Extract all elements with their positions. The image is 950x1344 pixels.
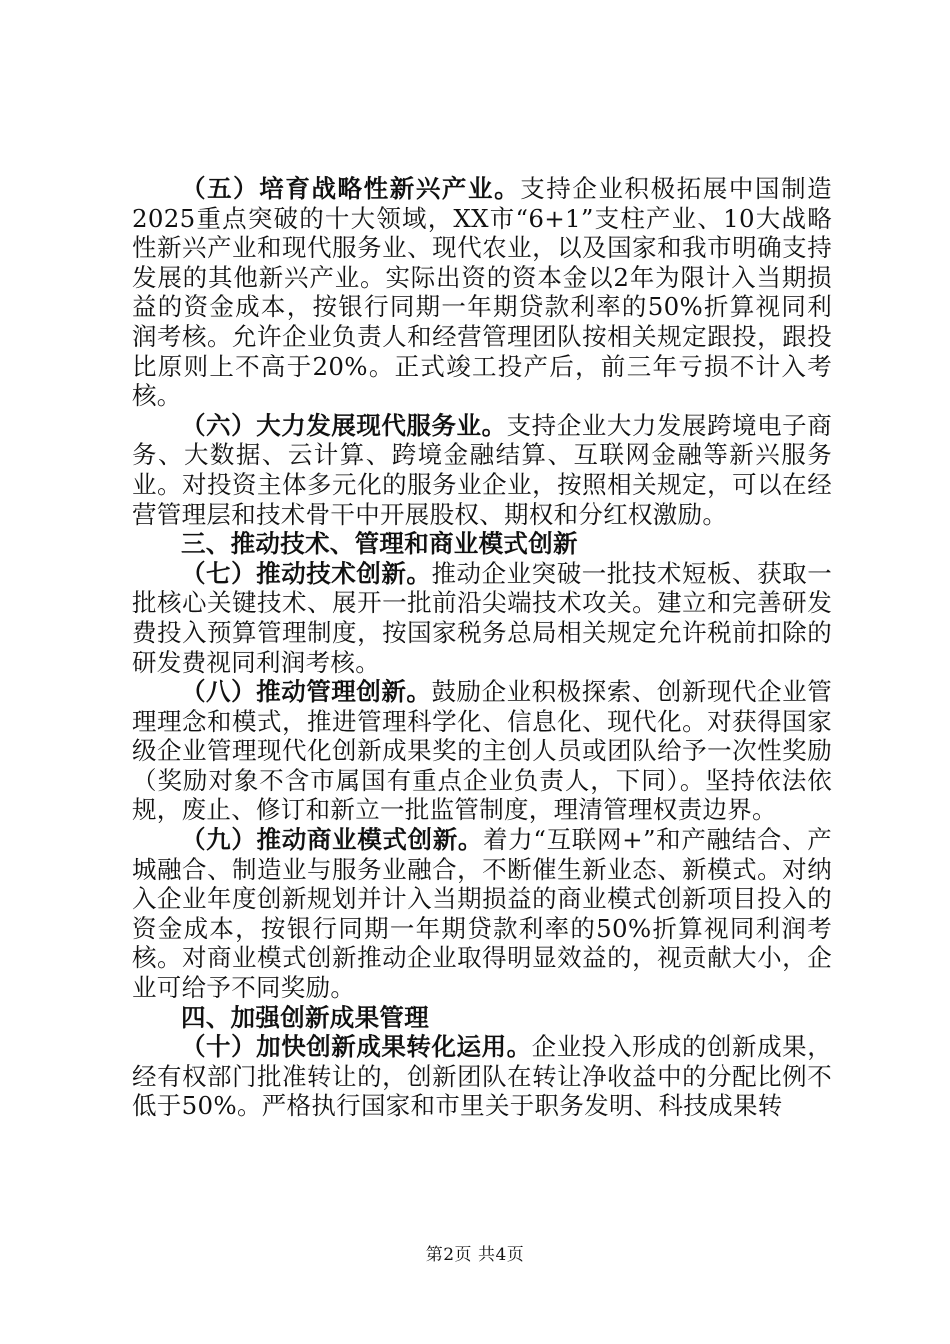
document-body — [132, 174, 832, 1121]
paragraph-text: 企业投入形成的创新成果，经有权部门批准转让的，创新团队在转让净收益中的分配比例不低于50%。严格执行国家和市里关于职务发明、科技成果转 — [132, 1032, 832, 1121]
paragraph-lead: （五）培育战略性新兴产业。 — [181, 174, 521, 203]
paragraph-lead: （九）推动商业模式创新。 — [181, 825, 484, 855]
paragraph-lead: （七）推动技术创新。 — [181, 558, 432, 588]
paragraph-lead: （八）推动管理创新。 — [181, 677, 432, 707]
paragraph-6 — [132, 411, 832, 529]
section-heading-3: 三、推动技术、管理和商业模式创新 — [181, 529, 578, 559]
paragraph-text: 着力“互联网+”和产融结合、产城融合、制造业与服务业融合，不断催生新业态、新模式。对纳入企业年度创新规划并计入当期损益的商业模式创新项目投入的资金成本，按银行同期一年期贷款利率的50%折算视同利润考核。对商业模式创新推动企业取得明显效益的，视贡献大小，企业可给予不同奖励。 — [132, 825, 832, 1003]
page-footer: 第2页 共4页 — [425, 1245, 525, 1265]
paragraph-lead: （六）大力发展现代服务业。 — [181, 410, 507, 440]
paragraph-text: 支持企业积极拓展中国制造2025重点突破的十大领域，XX市“6+1”支柱产业、10大战略性新兴产业和现代服务业、现代农业，以及国家和我市明确支持发展的其他新兴产业。实际出资的资本金以2年为限计入当期损益的资金成本，按银行同期一年期贷款利率的50%折算视同利润考核。允许企业负责人和经营管理团队按相关规定跟投，跟投比原则上不高于20%。正式竣工投产后，前三年亏损不计入考核。 — [132, 174, 832, 411]
paragraph-text: 推动企业突破一批技术短板、获取一批核心关键技术、展开一批前沿尖端技术攻关。建立和完善研发费投入预算管理制度，按国家税务总局相关规定允许税前扣除的研发费视同利润考核。 — [132, 558, 832, 677]
paragraph-10 — [132, 1032, 832, 1121]
paragraph-7 — [132, 559, 832, 677]
paragraph-9 — [132, 825, 832, 1003]
paragraph-8 — [132, 677, 832, 825]
paragraph-text: 鼓励企业积极探索、创新现代企业管理理念和模式，推进管理科学化、信息化、现代化。对获得国家级企业管理现代化创新成果奖的主创人员或团队给予一次性奖励（奖励对象不含市属国有重点企业负责人，下同）。坚持依法依规，废止、修订和新立一批监管制度，理清管理权责边界。 — [132, 677, 832, 825]
paragraph-text: 支持企业大力发展跨境电子商务、大数据、云计算、跨境金融结算、互联网金融等新兴服务业。对投资主体多元化的服务业企业，按照相关规定，可以在经营管理层和技术骨干中开展股权、期权和分红权激励。 — [132, 410, 832, 529]
paragraph-5 — [132, 174, 832, 411]
paragraph-lead: （十）加快创新成果转化运用。 — [181, 1032, 532, 1062]
section-heading-4: 四、加强创新成果管理 — [181, 1002, 429, 1032]
